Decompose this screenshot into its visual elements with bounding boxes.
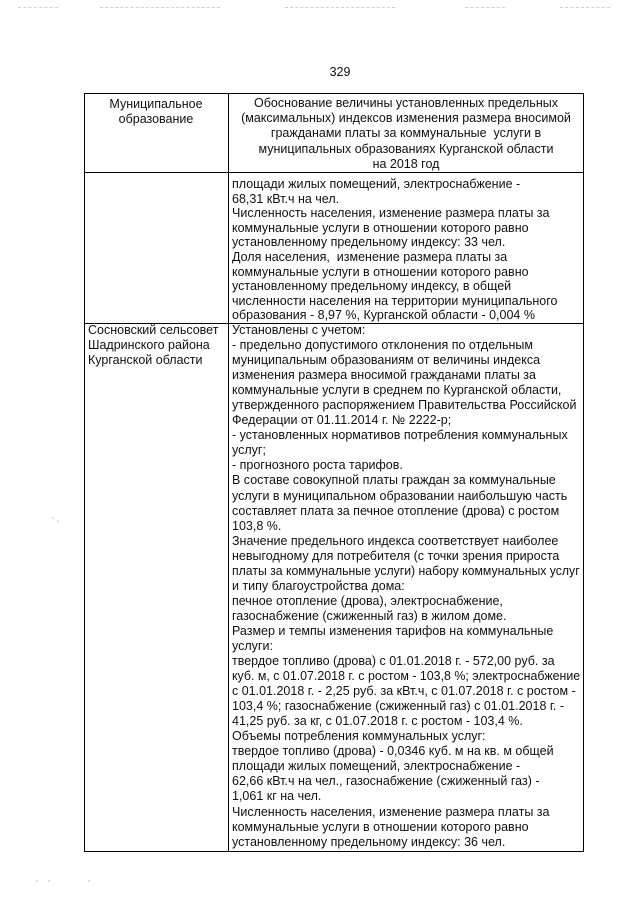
text-line: - установленных нормативов потребления коммунальных xyxy=(232,428,568,443)
text-line: установленному предельному индексу: 36 чел. xyxy=(232,834,506,849)
text-line: Значение предельного индекса соответствует наиболее xyxy=(232,533,559,548)
text-line: муниципальным образованиям от величины индекса xyxy=(232,353,541,368)
text-line: Размер и темпы изменения тарифов на коммунальные xyxy=(232,623,554,638)
text-line: площади жилых помещений, электроснабжение - xyxy=(232,759,521,774)
text-line: установленному предельному индексу: 33 чел. xyxy=(232,235,506,250)
text-line: Объемы потребления коммунальных услуг: xyxy=(232,729,486,744)
row-1-justification xyxy=(232,177,580,323)
text-line: установленному предельному индексу, в общей xyxy=(232,279,512,294)
text-line: печное отопление (дрова), электроснабжение, xyxy=(232,593,503,608)
text-line: куб. м, с 01.07.2018 г. с ростом - 103,8 %; электроснабжение xyxy=(232,669,581,684)
text-line: коммунальные услуги в среднем по Курганской области, xyxy=(232,383,562,398)
text-line: - предельно допустимого отклонения по отдельным xyxy=(232,338,534,353)
text-line: твердое топливо (дрова) - 0,0346 куб. м на кв. м общей xyxy=(232,744,554,759)
header-line: образование xyxy=(118,111,194,126)
text-line: Доля населения, изменение размера платы за xyxy=(232,249,508,264)
text-line: 62,66 кВт.ч на чел., газоснабжение (сжиженный газ) - xyxy=(232,774,540,789)
text-line: платы за коммунальные услуги) набору коммунальных услуг xyxy=(232,563,580,578)
text-line: коммунальные услуги в отношении которого равно xyxy=(232,819,529,834)
text-line: Федерации от 01.11.2014 г. № 2222-р; xyxy=(232,413,452,428)
text-line: и типу благоустройства дома: xyxy=(232,578,405,593)
text-line: составляет плата за печное отопление (дрова) с ростом xyxy=(232,503,560,518)
text-line: Численность населения, изменение размера платы за xyxy=(232,206,550,221)
text-line: площади жилых помещений, электроснабжение - xyxy=(232,177,521,191)
text-line: В составе совокупной платы граждан за коммунальные xyxy=(232,473,556,488)
text-line: утвержденного распоряжением Правительства Российской xyxy=(232,398,577,413)
text-line: невыгодному для потребителя (с точки зрения прироста xyxy=(232,548,560,563)
header-line: муниципальных образованиях Курганской области xyxy=(258,141,554,156)
text-line: услуги в муниципальном образовании наибольшую часть xyxy=(232,488,568,503)
text-line: 1,061 кг на чел. xyxy=(232,789,322,804)
header-line: (максимальных) индексов изменения размера вносимой xyxy=(241,111,571,126)
column-divider xyxy=(228,93,229,852)
text-line: 103,8 %. xyxy=(232,518,282,533)
text-line: образования - 8,97 %, Курганской области - 0,004 % xyxy=(232,308,535,323)
text-line: 41,25 руб. за кг, с 01.07.2018 г. с ростом - 103,4 %. xyxy=(232,714,523,729)
text-line: газоснабжение (сжиженный газ) в жилом доме. xyxy=(232,608,507,623)
header-line: на 2018 год xyxy=(372,156,440,171)
row-divider xyxy=(84,172,584,173)
municipality-line: Курганской области xyxy=(88,353,203,368)
header-justification xyxy=(232,96,580,172)
header-line: гражданами платы за коммунальные услуги в xyxy=(270,126,542,141)
text-line: численности населения на территории муниципального xyxy=(232,293,558,308)
text-line: услуги: xyxy=(232,638,273,653)
page-number: 329 xyxy=(329,65,351,79)
text-line: Установлены с учетом: xyxy=(232,323,366,337)
text-line: с 01.01.2018 г. - 2,25 руб. за кВт.ч, с 01.07.2018 г. с ростом - xyxy=(232,684,576,699)
row-2-justification xyxy=(232,323,580,850)
text-line: услуг; xyxy=(232,443,266,458)
text-line: коммунальные услуги в отношении которого равно xyxy=(232,220,529,235)
header-line: Обоснование величины установленных предельных xyxy=(254,96,558,110)
text-line: 68,31 кВт.ч на чел. xyxy=(232,191,340,206)
text-line: коммунальные услуги в отношении которого равно xyxy=(232,264,529,279)
row-2-municipality xyxy=(88,323,224,368)
text-line: твердое топливо (дрова) с 01.01.2018 г. - 572,00 руб. за xyxy=(232,654,555,669)
text-line: изменения размера вносимой гражданами платы за xyxy=(232,368,536,383)
text-line: Численность населения, изменение размера платы за xyxy=(232,804,550,819)
text-line: - прогнозного роста тарифов. xyxy=(232,458,403,473)
text-line: 103,4 %; газоснабжение (сжиженный газ) с 01.01.2018 г. - xyxy=(232,699,565,714)
header-municipality xyxy=(88,97,224,126)
municipality-line: Шадринского района xyxy=(88,338,210,353)
header-line: Муниципальное xyxy=(109,97,203,111)
municipality-line: Сосновский сельсовет xyxy=(88,323,219,337)
